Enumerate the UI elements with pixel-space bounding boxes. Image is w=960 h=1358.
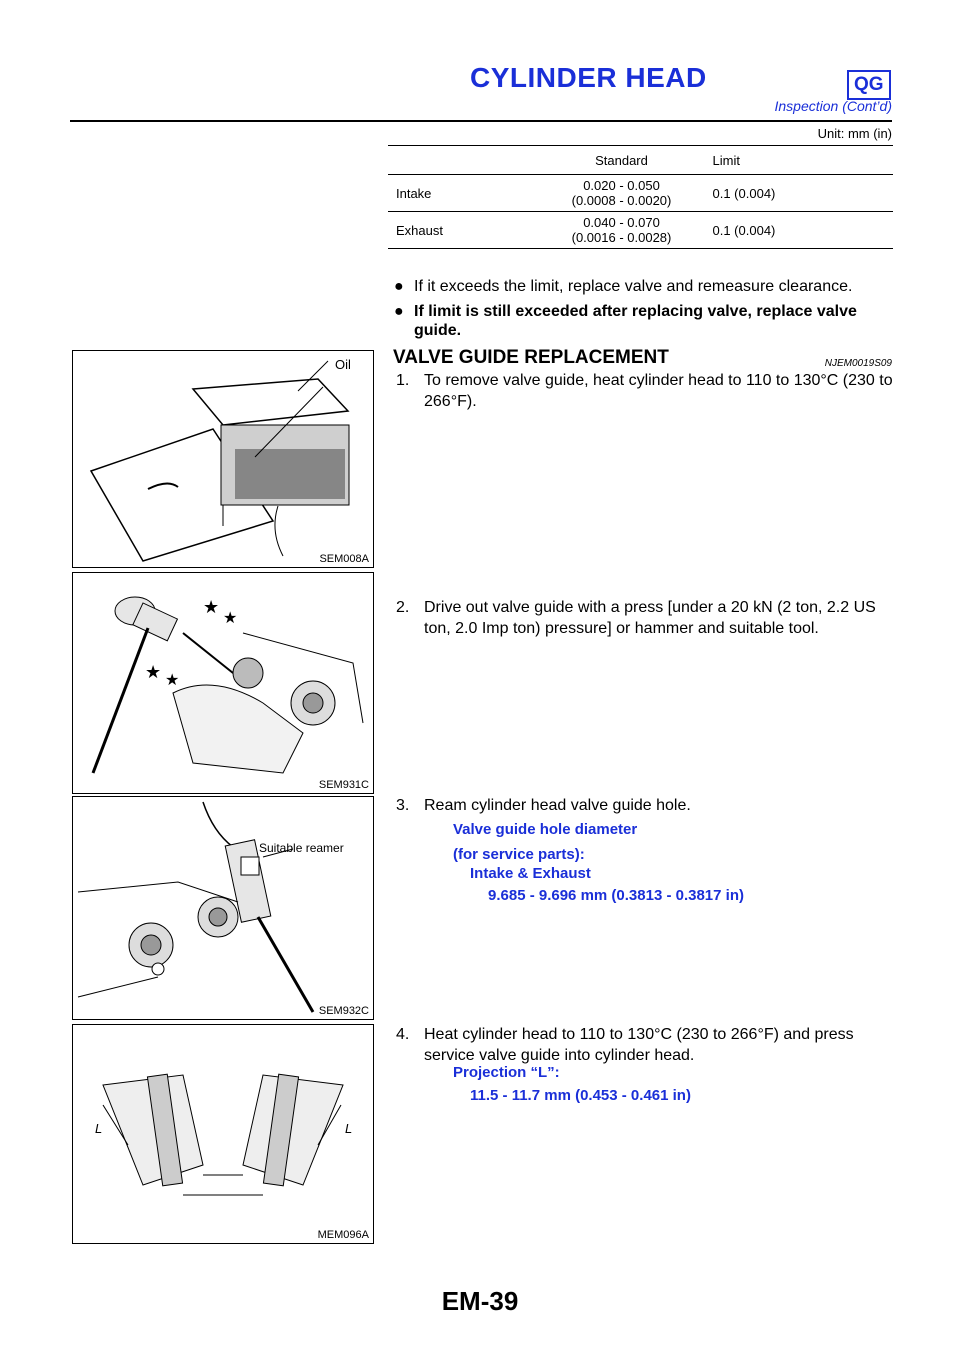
- spec-projection-label: Projection “L”:: [453, 1064, 560, 1081]
- figure-label-l-left: L: [95, 1121, 103, 1136]
- bullet-item: [394, 302, 894, 340]
- figure-caption: SEM932C: [318, 1005, 369, 1017]
- spec-projection-value: 11.5 - 11.7 mm (0.453 - 0.461 in): [470, 1087, 691, 1104]
- page-title: CYLINDER HEAD: [470, 62, 707, 93]
- standard-in: (0.0016 - 0.0028): [571, 230, 672, 245]
- limit-cell: 0.1 (0.004): [705, 175, 894, 212]
- spec-hole-diameter-label-2: (for service parts):: [453, 846, 585, 863]
- row-label: Intake: [388, 175, 539, 212]
- table-header-row: [388, 146, 893, 175]
- table-row: [388, 175, 893, 212]
- standard-cell: [539, 175, 705, 212]
- bullet-dot-icon: ●: [394, 303, 404, 320]
- figure-label-reamer: Suitable reamer: [259, 841, 344, 855]
- bullet-dot-icon: ●: [394, 278, 404, 295]
- figure-caption: SEM008A: [319, 553, 369, 565]
- step-text: Heat cylinder head to 110 to 130°C (230 to 266°F) and press service valve guide into cylinder head.: [424, 1026, 854, 1064]
- header-rule: [70, 120, 892, 122]
- standard-mm: 0.040 - 0.070: [583, 215, 660, 230]
- bullet-text: If limit is still exceeded after replacing valve, replace valve guide.: [414, 303, 857, 339]
- standard-in: (0.0008 - 0.0020): [571, 193, 672, 208]
- standard-cell: [539, 212, 705, 249]
- bullet-item: [394, 277, 894, 296]
- svg-text:★: ★: [223, 610, 238, 627]
- figure-caption: SEM931C: [318, 779, 369, 791]
- figure-oil-bath: [72, 350, 374, 568]
- limit-cell: 0.1 (0.004): [705, 212, 894, 249]
- standard-mm: 0.020 - 0.050: [583, 178, 660, 193]
- page-subtitle: Inspection (Cont’d): [774, 98, 892, 114]
- step-text: Ream cylinder head valve guide hole.: [424, 797, 691, 814]
- projection-illustration: [73, 1025, 373, 1243]
- step-3: [396, 795, 894, 816]
- svg-text:★: ★: [203, 597, 220, 617]
- svg-text:★: ★: [145, 662, 162, 682]
- step-text: To remove valve guide, heat cylinder head to 110 to 130°C (230 to 266°F).: [424, 372, 893, 410]
- reamer-illustration: [73, 797, 373, 1019]
- clearance-table: [388, 145, 893, 249]
- step-text: Drive out valve guide with a press [under a 20 kN (2 ton, 2.2 US ton, 2.0 Imp ton) pressure] or hammer and suitable tool.: [424, 599, 876, 637]
- section-reference-code: NJEM0019S09: [824, 358, 892, 369]
- step-number: 3.: [396, 797, 410, 814]
- figure-projection-l: [72, 1024, 374, 1244]
- hammer-illustration: [73, 573, 373, 793]
- step-number: 2.: [396, 599, 410, 616]
- table-header-cell: [388, 146, 539, 175]
- spec-hole-diameter-label: Valve guide hole diameter: [453, 821, 638, 838]
- spec-hole-diameter-value: 9.685 - 9.696 mm (0.3813 - 0.3817 in): [488, 887, 744, 904]
- figure-label-l-right: L: [345, 1121, 353, 1136]
- table-unit: Unit: mm (in): [817, 126, 892, 141]
- svg-text:★: ★: [165, 672, 180, 689]
- figure-ream-guide-hole: [72, 796, 374, 1020]
- table-header-cell: Limit: [705, 146, 894, 175]
- figure-caption: MEM096A: [317, 1229, 369, 1241]
- figure-label-oil: Oil: [335, 357, 351, 372]
- table-header-cell: Standard: [539, 146, 705, 175]
- table-row: [388, 212, 893, 249]
- section-heading: VALVE GUIDE REPLACEMENT: [393, 347, 669, 368]
- step-4: [396, 1024, 894, 1066]
- step-number: 1.: [396, 372, 410, 389]
- bullet-text: If it exceeds the limit, replace valve and remeasure clearance.: [414, 278, 853, 295]
- engine-code-badge: QG: [847, 70, 891, 100]
- oil-bath-illustration: [73, 351, 373, 567]
- spec-intake-exhaust-label: Intake & Exhaust: [470, 865, 591, 882]
- figure-drive-out-guide: [72, 572, 374, 794]
- step-2: [396, 597, 894, 639]
- step-number: 4.: [396, 1026, 410, 1043]
- step-1: [396, 370, 894, 412]
- row-label: Exhaust: [388, 212, 539, 249]
- page-number: EM-39: [441, 1286, 519, 1316]
